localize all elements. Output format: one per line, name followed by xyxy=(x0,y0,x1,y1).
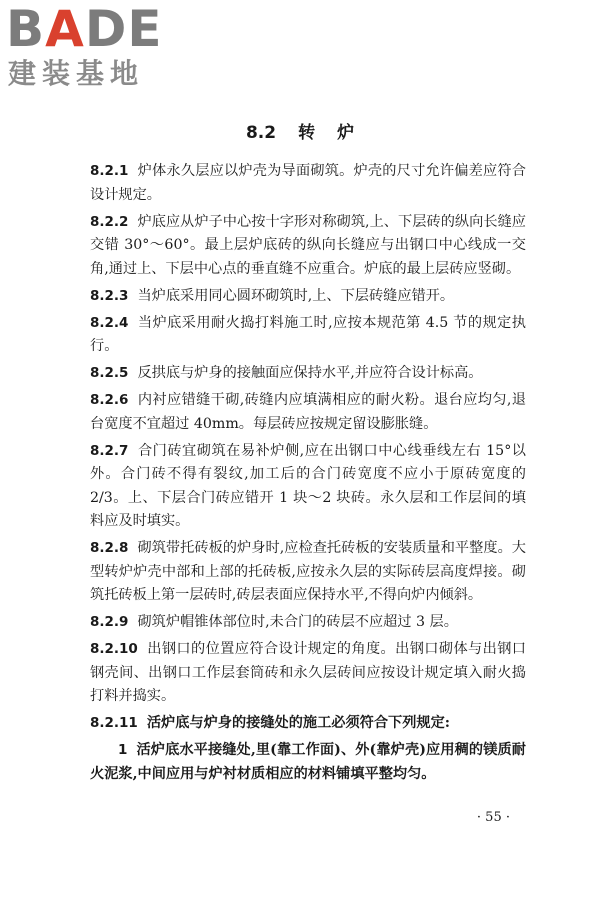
clause-8-2-6: 8.2.6 内衬应错缝干砌,砖缝内应填满相应的耐火粉。退台应均匀,退台宽度不宜超过 40mm。每层砖应按规定留设膨胀缝。 xyxy=(90,392,526,432)
clause-list xyxy=(90,160,526,790)
clause-8-2-2: 8.2.2 炉底应从炉子中心按十字形对称砌筑,上、下层砖的纵向长缝应交错 30°～60°。最上层炉底砖的纵向长缝应与出钢口中心线成一交角,通过上、下层中心点的垂直缝不应重合。炉底的最上层砖应竖砌。 xyxy=(90,213,526,277)
clause-8-2-3: 8.2.3 当炉底采用同心圆环砌筑时,上、下层砖缝应错开。 xyxy=(90,287,455,304)
clause-8-2-11: 8.2.11 活炉底与炉身的接缝处的施工必须符合下列规定: xyxy=(90,715,451,731)
clause-8-2-4: 8.2.4 当炉底采用耐火捣打料施工时,应按本规范第 4.5 节的规定执行。 xyxy=(90,314,526,354)
logo-subtitle: 建装基地 xyxy=(8,57,145,90)
logo-wordmark: BADE xyxy=(6,0,163,58)
clause-8-2-5: 8.2.5 反拱底与炉身的接触面应保持水平,并应符合设计标高。 xyxy=(90,365,483,381)
clause-8-2-1: 8.2.1 炉体永久层应以炉壳为导面砌筑。炉壳的尺寸允许偏差应符合设计规定。 xyxy=(90,163,526,203)
clause-8-2-9: 8.2.9 砌筑炉帽锥体部位时,未合门的砖层不应超过 3 层。 xyxy=(90,614,458,630)
bade-logo xyxy=(6,0,176,94)
clause-8-2-8: 8.2.8 砌筑带托砖板的炉身时,应检查托砖板的安装质量和平整度。大型转炉炉壳中部和上部的托砖板,应按永久层的实际砖层高度焊接。砌筑托砖板上第一层砖时,砖层表面应保持水平,不得向炉内倾斜。 xyxy=(90,540,526,603)
section-number: 8.2 xyxy=(245,123,277,143)
section-title-b: 炉 xyxy=(337,123,355,143)
subitem-1: 1 活炉底水平接缝处,里(靠工作面)、外(靠炉壳)应用稠的镁质耐火泥浆,中间应用与炉衬材质相应的材料铺填平整均匀。 xyxy=(90,742,526,782)
clause-8-2-10: 8.2.10 出钢口的位置应符合设计规定的角度。出钢口砌体与出钢口钢壳间、出钢口工作层套筒砖和永久层砖间应按设计规定填入耐火捣打料并捣实。 xyxy=(90,641,526,704)
clause-8-2-7: 8.2.7 合门砖宜砌筑在易补炉侧,应在出钢口中心线垂线左右 15°以外。合门砖不得有裂纹,加工后的合门砖宽度不应小于原砖宽度的 2/3。上、下层合门砖应错开 1 块～2 块砖。永久层和工作层间的填料应及时填实。 xyxy=(90,442,526,529)
page-number: · 55 · xyxy=(476,810,510,825)
section-title xyxy=(0,118,600,143)
section-title-a: 转 xyxy=(298,123,316,143)
